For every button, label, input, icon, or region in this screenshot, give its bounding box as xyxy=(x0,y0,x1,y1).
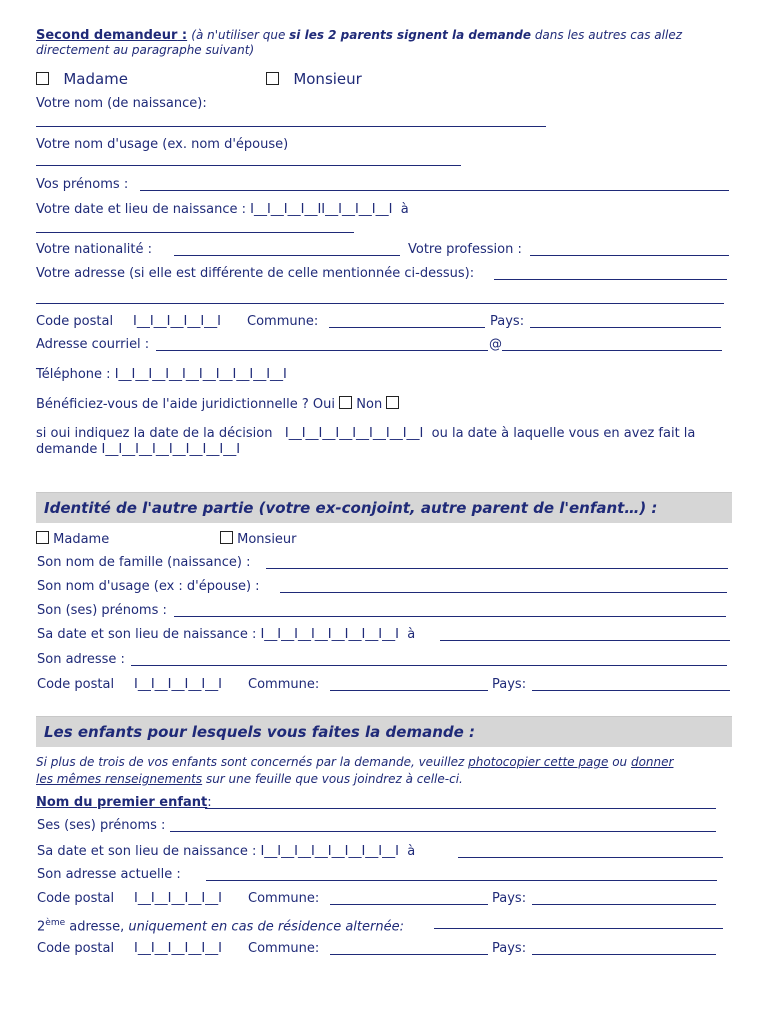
madame-checkbox[interactable] xyxy=(36,72,49,85)
autre-partie-heading: Identité de l'autre partie (votre ex-conjoint, autre parent de l'enfant…) : xyxy=(44,499,658,517)
enfant-adresse-field[interactable] xyxy=(206,880,717,881)
code-postal-boxes[interactable]: I__I__I__I__I__I xyxy=(133,314,222,329)
autre-commune-label: Commune: xyxy=(248,677,320,692)
autre-nom-usage-label: Son nom d'usage (ex : d'épouse) : xyxy=(37,579,260,594)
autre-madame-checkbox[interactable] xyxy=(36,531,49,544)
profession-field[interactable] xyxy=(530,255,729,256)
enfant-pays2-field[interactable] xyxy=(532,954,716,955)
enfant-date-lieu-row: Sa date et son lieu de naissance : I__I__I__I__I__I__I__I__I à xyxy=(37,844,416,859)
enfant-commune2-field[interactable] xyxy=(330,954,488,955)
enfants-heading: Les enfants pour lesquels vous faites la demande : xyxy=(44,723,476,741)
autre-adresse-field[interactable] xyxy=(131,665,727,666)
enfant-pays-field[interactable] xyxy=(532,904,716,905)
autre-pays-label: Pays: xyxy=(492,677,527,692)
aide-juridictionnelle-row: Bénéficiez-vous de l'aide juridictionnelle ? Oui Non xyxy=(36,396,399,413)
autre-nom-usage-field[interactable] xyxy=(280,592,727,593)
enfant-lieu-field[interactable] xyxy=(458,857,723,858)
enfant-pays-label: Pays: xyxy=(492,891,527,906)
profession-label: Votre profession : xyxy=(408,242,522,257)
monsieur-option[interactable]: Monsieur xyxy=(266,71,362,87)
autre-commune-field[interactable] xyxy=(330,690,488,691)
autre-lieu-field[interactable] xyxy=(440,640,730,641)
enfants-banner xyxy=(36,716,732,747)
enfant-prenoms-label: Ses (ses) prénoms : xyxy=(37,818,166,833)
aide-oui-checkbox[interactable] xyxy=(339,396,352,409)
enfant-commune-label: Commune: xyxy=(248,891,320,906)
enfant-prenoms-field[interactable] xyxy=(170,831,716,832)
enfant-commune-field[interactable] xyxy=(330,904,488,905)
nationalite-label: Votre nationalité : xyxy=(36,242,153,257)
commune-field[interactable] xyxy=(329,327,485,328)
pays-label: Pays: xyxy=(490,314,525,329)
courriel-user-field[interactable] xyxy=(156,350,488,351)
autre-date-boxes[interactable]: I__I__I__I__I__I__I__I__I xyxy=(260,627,399,642)
autre-nom-famille-field[interactable] xyxy=(266,568,728,569)
deuxieme-adresse-label: 2ème adresse, uniquement en cas de résidence alternée: xyxy=(37,918,404,935)
autre-prenoms-field[interactable] xyxy=(174,616,726,617)
nom-naissance-field[interactable] xyxy=(36,126,546,127)
enfant-adresse-label: Son adresse actuelle : xyxy=(37,867,181,882)
second-demandeur-intro-line2: directement au paragraphe suivant) xyxy=(36,43,255,57)
prenoms-field[interactable] xyxy=(140,190,729,191)
enfants-note-line2: les mêmes renseignements sur une feuille que vous joindrez à celle-ci. xyxy=(36,772,463,786)
autre-monsieur-checkbox[interactable] xyxy=(220,531,233,544)
aide-non-checkbox[interactable] xyxy=(386,396,399,409)
adresse-label: Votre adresse (si elle est différente de celle mentionnée ci-dessus): xyxy=(36,266,475,281)
date-lieu-naissance: Votre date et lieu de naissance : I__I__I__I__II__I__I__I__I à xyxy=(36,202,409,217)
madame-option[interactable]: Madame xyxy=(36,71,128,87)
courriel-label: Adresse courriel : xyxy=(36,337,150,352)
lieu-naissance-field[interactable] xyxy=(36,232,354,233)
second-demandeur-title: Second demandeur xyxy=(36,28,178,43)
autre-nom-famille-label: Son nom de famille (naissance) : xyxy=(37,555,251,570)
deuxieme-adresse-field[interactable] xyxy=(434,928,723,929)
enfants-note-line1: Si plus de trois de vos enfants sont concernés par la demande, veuillez photocopier cette page ou donner xyxy=(36,755,674,769)
courriel-domain-field[interactable] xyxy=(502,350,722,351)
enfant-code-postal-label: Code postal xyxy=(37,891,115,906)
decision-date-row: si oui indiquez la date de la décision I__I__I__I__I__I__I__I__I ou la date à laquelle vous en avez fait la xyxy=(36,426,696,441)
autre-prenoms-label: Son (ses) prénoms : xyxy=(37,603,167,618)
pays-field[interactable] xyxy=(530,327,721,328)
enfant-code-postal-boxes[interactable]: I__I__I__I__I__I xyxy=(134,891,223,906)
adresse-field-line2[interactable] xyxy=(36,303,724,304)
nom-premier-enfant-label: Nom du premier enfant: xyxy=(36,795,212,810)
nationalite-field[interactable] xyxy=(174,255,400,256)
demande-date-boxes[interactable]: I__I__I__I__I__I__I__I__I xyxy=(101,442,241,457)
autre-partie-banner xyxy=(36,492,732,523)
autre-monsieur-option[interactable]: Monsieur xyxy=(220,531,297,548)
demande-date-row: demande I__I__I__I__I__I__I__I__I xyxy=(36,442,241,457)
autre-madame-option[interactable]: Madame xyxy=(36,531,109,548)
autre-code-postal-label: Code postal xyxy=(37,677,115,692)
decision-date-boxes[interactable]: I__I__I__I__I__I__I__I__I xyxy=(284,426,424,441)
autre-date-lieu-row: Sa date et son lieu de naissance : I__I__I__I__I__I__I__I__I à xyxy=(37,627,416,642)
enfant-pays2-label: Pays: xyxy=(492,941,527,956)
at-sign: @ xyxy=(489,337,502,352)
telephone-row: Téléphone : I__I__I__I__I__I__I__I__I__I__I xyxy=(36,367,287,382)
autre-pays-field[interactable] xyxy=(532,690,730,691)
nom-usage-field[interactable] xyxy=(36,165,461,166)
autre-adresse-label: Son adresse : xyxy=(37,652,125,667)
nom-premier-enfant-field[interactable] xyxy=(205,808,716,809)
enfant-date-boxes[interactable]: I__I__I__I__I__I__I__I__I xyxy=(260,844,399,859)
prenoms-label: Vos prénoms : xyxy=(36,177,129,192)
nom-usage-label: Votre nom d'usage (ex. nom d'épouse) xyxy=(36,137,289,152)
commune-label: Commune: xyxy=(247,314,319,329)
second-demandeur-intro: Second demandeur : (à n'utiliser que si les 2 parents signent la demande dans les autres cas allez xyxy=(36,28,683,43)
monsieur-checkbox[interactable] xyxy=(266,72,279,85)
autre-code-postal-boxes[interactable]: I__I__I__I__I__I xyxy=(134,677,223,692)
code-postal-label: Code postal xyxy=(36,314,114,329)
adresse-field[interactable] xyxy=(494,279,727,280)
telephone-boxes[interactable]: I__I__I__I__I__I__I__I__I__I__I xyxy=(114,367,287,382)
enfant-commune2-label: Commune: xyxy=(248,941,320,956)
enfant-code-postal2-boxes[interactable]: I__I__I__I__I__I xyxy=(134,941,223,956)
enfant-code-postal2-label: Code postal xyxy=(37,941,115,956)
nom-naissance-label: Votre nom (de naissance): xyxy=(36,96,207,111)
